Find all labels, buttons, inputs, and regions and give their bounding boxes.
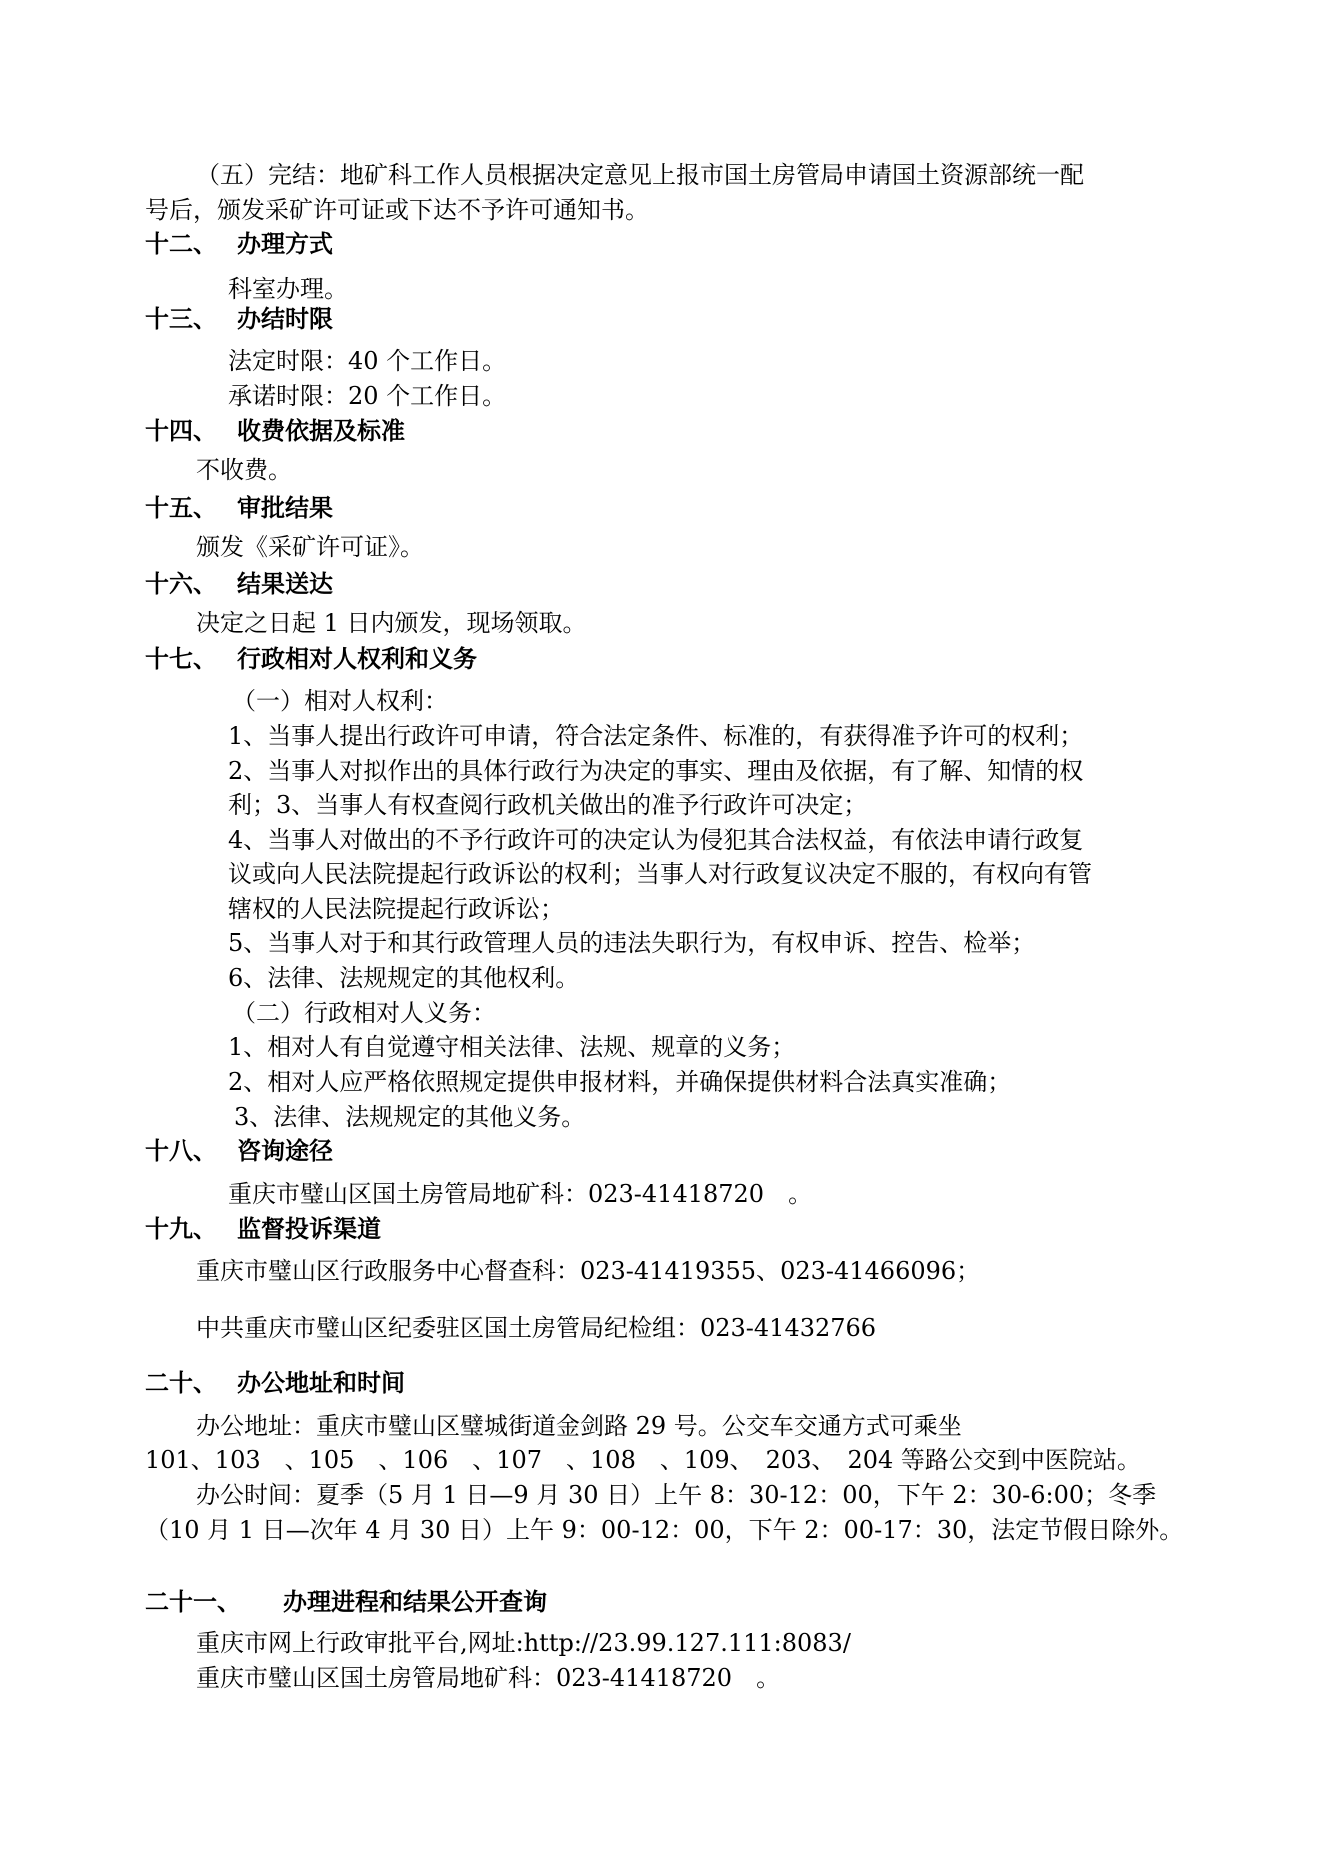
section-19-heading bbox=[145, 1212, 381, 1246]
section-title: 收费依据及标准 bbox=[237, 417, 405, 445]
section-title: 结果送达 bbox=[237, 570, 333, 598]
hours-line-2: （10 月 1 日—次年 4 月 30 日）上午 9：00-12：00，下午 2：00-17：30，法定节假日除外。 bbox=[145, 1516, 1184, 1544]
intro-line-2: 号后，颁发采矿许可证或下达不予许可通知书。 bbox=[145, 196, 649, 224]
intro-line-1: （五）完结：地矿科工作人员根据决定意见上报市国土房管局申请国土资源部统一配 bbox=[196, 161, 1084, 189]
duty-1: 1、相对人有自觉遵守相关法律、法规、规章的义务； bbox=[228, 1033, 796, 1061]
section-title: 监督投诉渠道 bbox=[237, 1215, 381, 1243]
section-number: 二十、 bbox=[145, 1369, 217, 1397]
section-14-body: 不收费。 bbox=[196, 456, 292, 484]
address-line-1: 办公地址：重庆市璧山区璧城街道金剑路 29 号。公交车交通方式可乘坐 bbox=[196, 1412, 962, 1440]
right-4-line-1: 4、当事人对做出的不予行政许可的决定认为侵犯其合法权益，有依法申请行政复 bbox=[228, 826, 1084, 854]
section-12-body: 科室办理。 bbox=[228, 275, 348, 303]
right-1: 1、当事人提出行政许可申请，符合法定条件、标准的，有获得准予许可的权利； bbox=[228, 722, 1084, 750]
duties-heading: （二）行政相对人义务： bbox=[232, 999, 496, 1027]
right-2-line-1: 2、当事人对拟作出的具体行政行为决定的事实、理由及依据，有了解、知情的权 bbox=[228, 757, 1084, 785]
right-5: 5、当事人对于和其行政管理人员的违法失职行为，有权申诉、控告、检举； bbox=[228, 929, 1036, 957]
section-number: 十二、 bbox=[145, 230, 217, 258]
section-title: 办理进程和结果公开查询 bbox=[283, 1588, 547, 1616]
hours-line-1: 办公时间：夏季（5 月 1 日—9 月 30 日）上午 8：30-12：00，下午 2：30-6:00；冬季 bbox=[196, 1481, 1157, 1509]
section-13-body-1: 法定时限：40 个工作日。 bbox=[228, 347, 507, 375]
section-15-body: 颁发《采矿许可证》。 bbox=[196, 533, 424, 561]
section-number: 二十一、 bbox=[145, 1588, 241, 1616]
duty-2: 2、相对人应严格依照规定提供申报材料，并确保提供材料合法真实准确； bbox=[228, 1068, 1012, 1096]
section-19-body-1: 重庆市璧山区行政服务中心督查科：023-41419355、023-41466096； bbox=[196, 1257, 981, 1285]
section-number: 十五、 bbox=[145, 494, 217, 522]
section-21-body-2: 重庆市璧山区国土房管局地矿科：023-41418720 。 bbox=[196, 1664, 781, 1692]
section-number: 十四、 bbox=[145, 417, 217, 445]
section-number: 十八、 bbox=[145, 1137, 217, 1165]
rights-heading: （一）相对人权利： bbox=[232, 687, 448, 715]
section-title: 咨询途径 bbox=[237, 1137, 333, 1165]
section-number: 十七、 bbox=[145, 645, 217, 673]
section-title: 行政相对人权利和义务 bbox=[237, 645, 477, 673]
section-21-body-1: 重庆市网上行政审批平台,网址:http://23.99.127.111:8083/ bbox=[196, 1629, 851, 1657]
section-title: 办结时限 bbox=[237, 305, 333, 333]
section-number: 十九、 bbox=[145, 1215, 217, 1243]
section-17-heading bbox=[145, 642, 477, 676]
section-21-heading bbox=[145, 1585, 547, 1619]
right-6: 6、法律、法规规定的其他权利。 bbox=[228, 964, 580, 992]
section-title: 办理方式 bbox=[237, 230, 333, 258]
section-16-heading bbox=[145, 567, 333, 601]
section-20-heading bbox=[145, 1366, 405, 1400]
section-16-body: 决定之日起 1 日内颁发，现场领取。 bbox=[196, 609, 587, 637]
section-number: 十三、 bbox=[145, 305, 217, 333]
right-4-line-3: 辖权的人民法院提起行政诉讼； bbox=[228, 895, 564, 923]
section-18-heading bbox=[145, 1134, 333, 1168]
section-18-body: 重庆市璧山区国土房管局地矿科：023-41418720 。 bbox=[228, 1180, 813, 1208]
address-line-2: 101、103 、105 、106 、107 、108 、109、 203、 204 等路公交到中医院站。 bbox=[145, 1446, 1141, 1474]
section-14-heading bbox=[145, 414, 405, 448]
section-12-heading bbox=[145, 227, 333, 261]
duty-3: 3、法律、法规规定的其他义务。 bbox=[234, 1103, 586, 1131]
section-title: 办公地址和时间 bbox=[237, 1369, 405, 1397]
section-13-body-2: 承诺时限：20 个工作日。 bbox=[228, 382, 507, 410]
right-4-line-2: 议或向人民法院提起行政诉讼的权利；当事人对行政复议决定不服的，有权向有管 bbox=[228, 860, 1092, 888]
section-title: 审批结果 bbox=[237, 494, 333, 522]
section-number: 十六、 bbox=[145, 570, 217, 598]
right-2-line-2: 利；3、当事人有权查阅行政机关做出的准予行政许可决定； bbox=[228, 791, 868, 819]
section-15-heading bbox=[145, 491, 333, 525]
section-13-heading bbox=[145, 302, 333, 336]
section-19-body-2: 中共重庆市璧山区纪委驻区国土房管局纪检组：023-41432766 bbox=[196, 1314, 877, 1342]
